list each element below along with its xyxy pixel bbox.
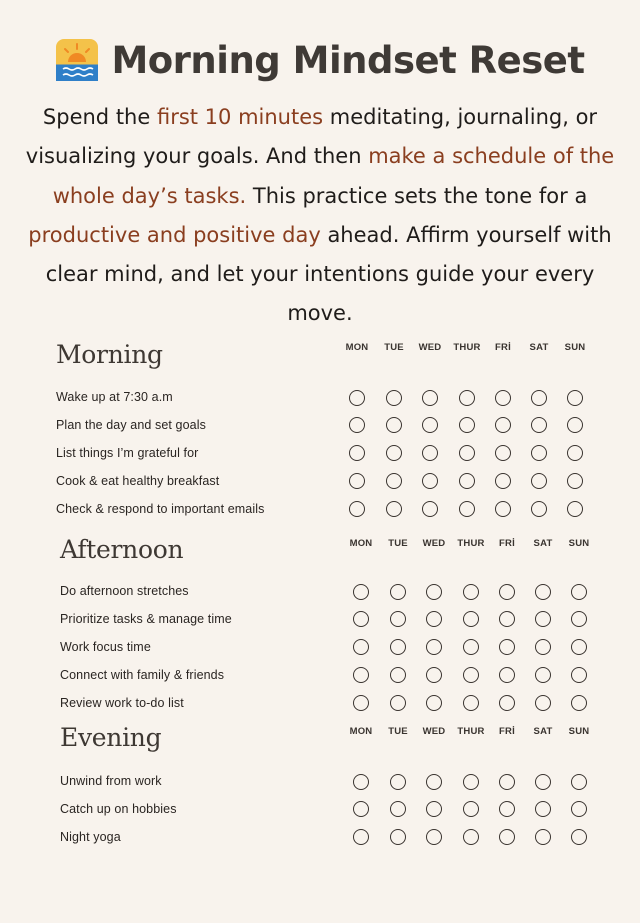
task-label: Review work to-do list bbox=[60, 695, 184, 710]
task-label: Connect with family & friends bbox=[60, 667, 225, 682]
checkbox-circle[interactable] bbox=[495, 445, 511, 461]
day-header: WED bbox=[422, 538, 446, 549]
checkbox-circle[interactable] bbox=[463, 774, 479, 790]
checkbox-circle[interactable] bbox=[495, 501, 511, 517]
checkbox-circle[interactable] bbox=[426, 584, 442, 600]
task-label: Work focus time bbox=[60, 639, 151, 654]
intro-text: meditating, journaling, or visualizing your goals. And then bbox=[25, 105, 598, 169]
checkbox-circle[interactable] bbox=[535, 667, 551, 683]
task-label: Catch up on hobbies bbox=[60, 801, 177, 816]
checkbox-circle[interactable] bbox=[463, 584, 479, 600]
checkbox-circle[interactable] bbox=[349, 445, 365, 461]
checkbox-circle[interactable] bbox=[426, 611, 442, 627]
section-evening bbox=[0, 723, 640, 923]
checkbox-circle[interactable] bbox=[535, 829, 551, 845]
checkbox-circle[interactable] bbox=[499, 639, 515, 655]
checkbox-circle[interactable] bbox=[390, 801, 406, 817]
checkbox-circle[interactable] bbox=[531, 417, 547, 433]
checkbox-circle[interactable] bbox=[386, 390, 402, 406]
checkbox-circle[interactable] bbox=[571, 611, 587, 627]
checkbox-circle[interactable] bbox=[535, 695, 551, 711]
day-header: MON bbox=[349, 726, 373, 737]
day-header: SAT bbox=[533, 538, 553, 549]
checkbox-circle[interactable] bbox=[531, 445, 547, 461]
checkbox-circle[interactable] bbox=[386, 445, 402, 461]
checkbox-circle[interactable] bbox=[390, 611, 406, 627]
section-title: Afternoon bbox=[60, 535, 184, 564]
checkbox-circle[interactable] bbox=[531, 390, 547, 406]
checkbox-circle[interactable] bbox=[463, 695, 479, 711]
checkbox-circle[interactable] bbox=[495, 417, 511, 433]
intro-text: This practice sets the tone for a bbox=[246, 183, 588, 208]
day-header: SAT bbox=[533, 726, 553, 737]
checkbox-circle[interactable] bbox=[463, 611, 479, 627]
checkbox-circle[interactable] bbox=[390, 667, 406, 683]
day-header: WED bbox=[418, 342, 442, 353]
page-title: Morning Mindset Reset bbox=[111, 38, 585, 82]
checkbox-circle[interactable] bbox=[535, 611, 551, 627]
checkbox-circle[interactable] bbox=[386, 473, 402, 489]
checkbox-circle[interactable] bbox=[426, 639, 442, 655]
checkbox-circle[interactable] bbox=[459, 445, 475, 461]
checkbox-circle[interactable] bbox=[353, 829, 369, 845]
checkbox-circle[interactable] bbox=[499, 801, 515, 817]
checkbox-circle[interactable] bbox=[499, 584, 515, 600]
checkbox-circle[interactable] bbox=[535, 584, 551, 600]
checkbox-circle[interactable] bbox=[349, 501, 365, 517]
checkbox-circle[interactable] bbox=[422, 473, 438, 489]
checkbox-circle[interactable] bbox=[426, 774, 442, 790]
checkbox-circle[interactable] bbox=[499, 774, 515, 790]
checkbox-circle[interactable] bbox=[535, 801, 551, 817]
section-title: Evening bbox=[60, 723, 162, 752]
day-header: SUN bbox=[568, 726, 590, 737]
task-label: Do afternoon stretches bbox=[60, 584, 189, 598]
checkbox-circle[interactable] bbox=[535, 774, 551, 790]
task-label: Prioritize tasks & manage time bbox=[60, 611, 232, 626]
checkbox-circle[interactable] bbox=[567, 445, 583, 461]
checkbox-circle[interactable] bbox=[353, 695, 369, 711]
day-header: SAT bbox=[529, 342, 549, 353]
checkbox-circle[interactable] bbox=[390, 584, 406, 600]
intro-highlight: make a schedule of the whole day’s tasks. bbox=[52, 144, 615, 208]
day-header: SUN bbox=[564, 342, 586, 353]
checkbox-circle[interactable] bbox=[495, 390, 511, 406]
section-title: Morning bbox=[56, 340, 163, 369]
checkbox-circle[interactable] bbox=[571, 774, 587, 790]
intro-highlight: first 10 minutes bbox=[156, 105, 324, 129]
checkbox-circle[interactable] bbox=[459, 501, 475, 517]
checkbox-circle[interactable] bbox=[567, 473, 583, 489]
checkbox-circle[interactable] bbox=[499, 829, 515, 845]
intro-text: Spend the bbox=[42, 105, 157, 129]
checkbox-circle[interactable] bbox=[535, 639, 551, 655]
checkbox-circle[interactable] bbox=[353, 639, 369, 655]
checkbox-circle[interactable] bbox=[463, 829, 479, 845]
section-morning bbox=[0, 340, 640, 540]
checkbox-circle[interactable] bbox=[499, 695, 515, 711]
checkbox-circle[interactable] bbox=[426, 829, 442, 845]
checkbox-circle[interactable] bbox=[422, 501, 438, 517]
checkbox-circle[interactable] bbox=[426, 667, 442, 683]
day-header: TUE bbox=[384, 342, 404, 353]
task-label: Unwind from work bbox=[60, 774, 162, 788]
checkbox-circle[interactable] bbox=[567, 417, 583, 433]
day-header: MON bbox=[345, 342, 369, 353]
checkbox-circle[interactable] bbox=[567, 501, 583, 517]
intro-paragraph bbox=[14, 98, 626, 334]
checkbox-circle[interactable] bbox=[353, 611, 369, 627]
day-header: FRİ bbox=[495, 342, 511, 353]
checkbox-circle[interactable] bbox=[386, 501, 402, 517]
section-afternoon bbox=[0, 535, 640, 735]
checkbox-circle[interactable] bbox=[459, 473, 475, 489]
checkbox-circle[interactable] bbox=[463, 667, 479, 683]
checkbox-circle[interactable] bbox=[422, 417, 438, 433]
checkbox-circle[interactable] bbox=[495, 473, 511, 489]
checkbox-circle[interactable] bbox=[353, 774, 369, 790]
checkbox-circle[interactable] bbox=[571, 829, 587, 845]
checkbox-circle[interactable] bbox=[531, 473, 547, 489]
checkbox-circle[interactable] bbox=[463, 639, 479, 655]
checkbox-circle[interactable] bbox=[349, 390, 365, 406]
intro-text: ahead. Affirm yourself with clear mind, and let your intentions guide your every move. bbox=[45, 222, 612, 326]
task-label: Wake up at 7:30 a.m bbox=[56, 390, 173, 404]
day-header: TUE bbox=[388, 726, 408, 737]
checkbox-circle[interactable] bbox=[349, 473, 365, 489]
checkbox-circle[interactable] bbox=[531, 501, 547, 517]
checkbox-circle[interactable] bbox=[459, 390, 475, 406]
checkbox-circle[interactable] bbox=[422, 390, 438, 406]
checkbox-circle[interactable] bbox=[571, 639, 587, 655]
task-label: Plan the day and set goals bbox=[56, 417, 206, 432]
task-label: Check & respond to important emails bbox=[56, 501, 265, 516]
checkbox-circle[interactable] bbox=[353, 584, 369, 600]
checkbox-circle[interactable] bbox=[499, 611, 515, 627]
checkbox-circle[interactable] bbox=[390, 695, 406, 711]
checkbox-circle[interactable] bbox=[349, 417, 365, 433]
day-header: THUR bbox=[457, 726, 485, 737]
task-label: List things I’m grateful for bbox=[56, 445, 199, 460]
checkbox-circle[interactable] bbox=[353, 801, 369, 817]
intro-highlight: productive and positive day bbox=[28, 222, 321, 247]
day-header: WED bbox=[422, 726, 446, 737]
checkbox-circle[interactable] bbox=[386, 417, 402, 433]
checkbox-circle[interactable] bbox=[571, 667, 587, 683]
checkbox-circle[interactable] bbox=[422, 445, 438, 461]
day-header: FRİ bbox=[499, 538, 515, 549]
task-label: Night yoga bbox=[60, 829, 121, 844]
checkbox-circle[interactable] bbox=[499, 667, 515, 683]
day-header: MON bbox=[349, 538, 373, 549]
day-header: THUR bbox=[457, 538, 485, 549]
day-header: TUE bbox=[388, 538, 408, 549]
checkbox-circle[interactable] bbox=[390, 774, 406, 790]
checkbox-circle[interactable] bbox=[390, 639, 406, 655]
checkbox-circle[interactable] bbox=[459, 417, 475, 433]
sunrise-over-water-icon bbox=[55, 38, 99, 82]
task-label: Cook & eat healthy breakfast bbox=[56, 473, 220, 488]
day-header: SUN bbox=[568, 538, 590, 549]
checkbox-circle[interactable] bbox=[463, 801, 479, 817]
day-header: THUR bbox=[453, 342, 481, 353]
day-header: FRİ bbox=[499, 726, 515, 737]
checkbox-circle[interactable] bbox=[353, 667, 369, 683]
checkbox-circle[interactable] bbox=[426, 801, 442, 817]
header bbox=[0, 38, 640, 82]
checkbox-circle[interactable] bbox=[571, 584, 587, 600]
checkbox-circle[interactable] bbox=[571, 695, 587, 711]
checkbox-circle[interactable] bbox=[390, 829, 406, 845]
checkbox-circle[interactable] bbox=[567, 390, 583, 406]
checkbox-circle[interactable] bbox=[571, 801, 587, 817]
checkbox-circle[interactable] bbox=[426, 695, 442, 711]
